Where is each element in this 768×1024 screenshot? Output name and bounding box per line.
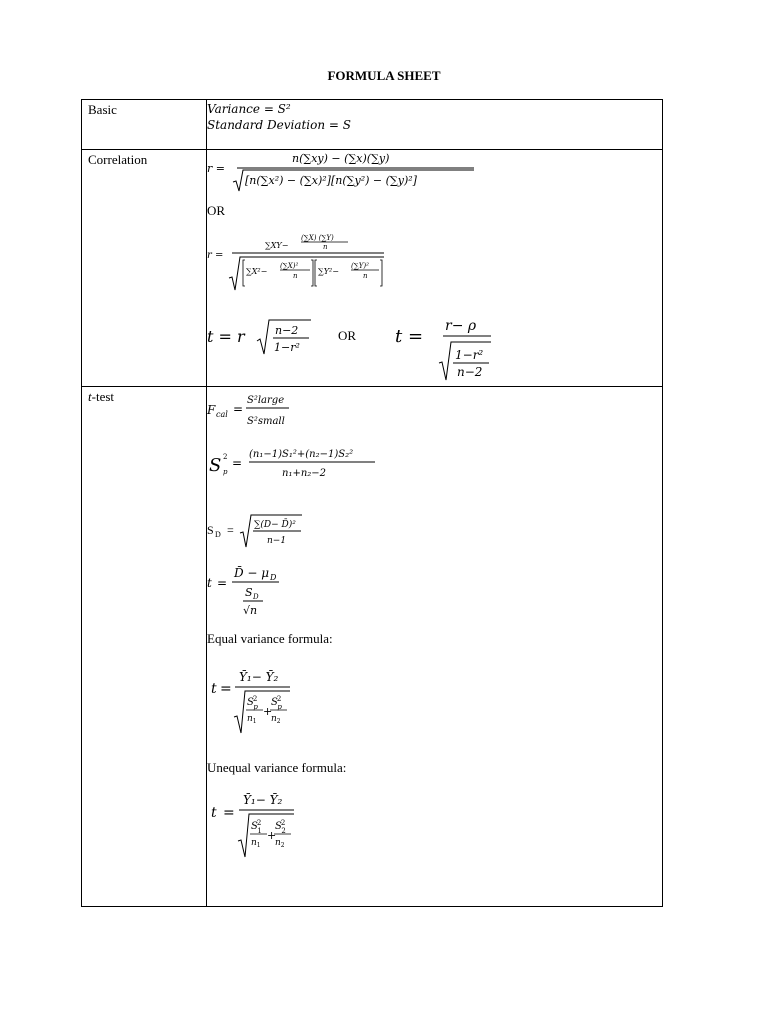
- sd-denominator: n−1: [267, 536, 287, 546]
- paired-t-formula: [207, 561, 307, 621]
- sd-sub: D: [215, 530, 221, 539]
- svg-text:=: =: [232, 456, 243, 470]
- svg-text:n2: $n_2$: [275, 838, 285, 849]
- svg-text:n1: $n_1$: [247, 714, 257, 725]
- svg-text:S21: S2 1: [251, 819, 262, 835]
- unequal-variance-label: Unequal variance formula:: [207, 760, 347, 775]
- r1-numerator: n(∑xy) − (∑x)(∑y): [292, 152, 390, 165]
- r-lhs-2: r =: [207, 250, 224, 261]
- r1-denominator: [n(∑x²) − (∑x)²][n(∑y²) − (∑y)²]: [245, 174, 417, 187]
- fcal-denominator: S²small: [247, 416, 285, 427]
- svg-text:=: =: [220, 681, 232, 697]
- fcal-lhs: F: [207, 403, 216, 417]
- t-frac-bottom: 1−r²: [274, 341, 300, 354]
- td-den-top-sub: D: [253, 593, 259, 601]
- svg-text:S22: S2 2: [275, 819, 286, 835]
- table-row-correlation: [82, 150, 663, 387]
- table-row-t-test: [82, 387, 663, 907]
- variance-formula: Variance = S²: [207, 102, 291, 116]
- r2-den-right: ∑Y²−: [318, 267, 339, 276]
- pooled-variance-formula: [207, 441, 387, 483]
- row-label-correlation: Correlation: [82, 150, 207, 387]
- equal-variance-label: Equal variance formula:: [207, 631, 333, 646]
- t2-lhs: t =: [395, 326, 424, 347]
- svg-text:t: t: [211, 805, 217, 821]
- svg-text:=: =: [217, 576, 228, 590]
- t-test-formulas: [207, 387, 663, 907]
- eq-numerator: Ȳ₁− Ȳ₂: [239, 670, 279, 684]
- svg-text:p: p: [223, 468, 228, 476]
- t2-numerator: r− ρ: [445, 318, 477, 334]
- sd-lhs: S: [207, 523, 214, 537]
- svg-text:n2: $n_2$: [271, 714, 281, 725]
- fcal-sub: cal: [216, 410, 228, 419]
- t-from-r-formula: [207, 310, 327, 358]
- t-alt-formula: [395, 308, 505, 384]
- td-numerator: D̄ − μ: [234, 566, 270, 580]
- sp-denominator: n₁+n₂−2: [282, 468, 327, 479]
- td-num-sub: D: [270, 573, 277, 582]
- std-dev-formula: Standard Deviation = S: [207, 118, 352, 132]
- sp-lhs: S: [209, 455, 222, 476]
- svg-text:S2p: S2 p: [271, 695, 282, 711]
- r2-den-right-frac-top: (∑Y)²: [351, 262, 369, 270]
- r2-den-left-frac-bottom: n: [293, 272, 298, 280]
- correlation-formulas: [207, 150, 663, 387]
- row-label-basic: Basic: [82, 100, 207, 150]
- svg-text:n1: $n_1$: [251, 838, 261, 849]
- r2-den-left: ∑X²−: [246, 267, 268, 276]
- r2-den-right-frac-bottom: n: [363, 272, 368, 280]
- r2-numerator: ∑XY−: [265, 241, 289, 250]
- equal-variance-t-formula: [207, 665, 317, 737]
- svg-text:+: +: [263, 705, 273, 718]
- svg-text:t: t: [211, 681, 217, 697]
- uneq-numerator: Ȳ₁− Ȳ₂: [243, 793, 283, 807]
- t-lhs: t = r: [207, 327, 245, 346]
- t2-den-bottom: n−2: [457, 365, 483, 379]
- or-text-1: OR: [207, 203, 226, 218]
- svg-text:=: =: [223, 805, 235, 821]
- svg-text:2: 2: [223, 453, 228, 461]
- fcal-numerator: S²large: [247, 395, 285, 406]
- td-den-bottom: √n: [243, 604, 258, 617]
- formula-table: [81, 99, 663, 907]
- r2-den-left-frac-top: (∑X)²: [280, 262, 299, 270]
- sd-formula: [207, 511, 327, 551]
- basic-formulas: [207, 100, 663, 150]
- sqrt-sign-eq: [234, 691, 290, 733]
- r-lhs: r =: [207, 162, 225, 175]
- r2-num-frac-bottom: n: [323, 243, 328, 251]
- t-frac-top: n−2: [275, 324, 299, 337]
- f-cal-formula: [207, 389, 307, 431]
- t2-den-top: 1−r²: [455, 348, 484, 362]
- td-den-top: S: [245, 586, 253, 599]
- row-label-t-test: t-test: [82, 387, 207, 907]
- or-text-2: OR: [338, 328, 357, 343]
- r2-num-frac-top: (∑X) (∑Y): [301, 234, 334, 242]
- correlation-formula-2: [207, 232, 407, 294]
- sp-numerator: (n₁−1)S₁²+(n₂−1)S₂²: [249, 449, 354, 460]
- page-title: FORMULA SHEET: [327, 68, 441, 83]
- unequal-variance-t-formula: [207, 787, 317, 859]
- svg-text:=: =: [233, 402, 244, 416]
- svg-text:S2p: S2 p: [247, 695, 258, 711]
- svg-text:t: t: [207, 576, 212, 590]
- table-row-basic: [82, 100, 663, 150]
- sd-numerator: ∑(D− D̄)²: [254, 520, 296, 530]
- svg-text:+: +: [267, 829, 277, 842]
- correlation-formula-1: [207, 150, 487, 194]
- svg-text:=: =: [227, 523, 234, 537]
- sqrt-sign-uneq: [238, 814, 294, 857]
